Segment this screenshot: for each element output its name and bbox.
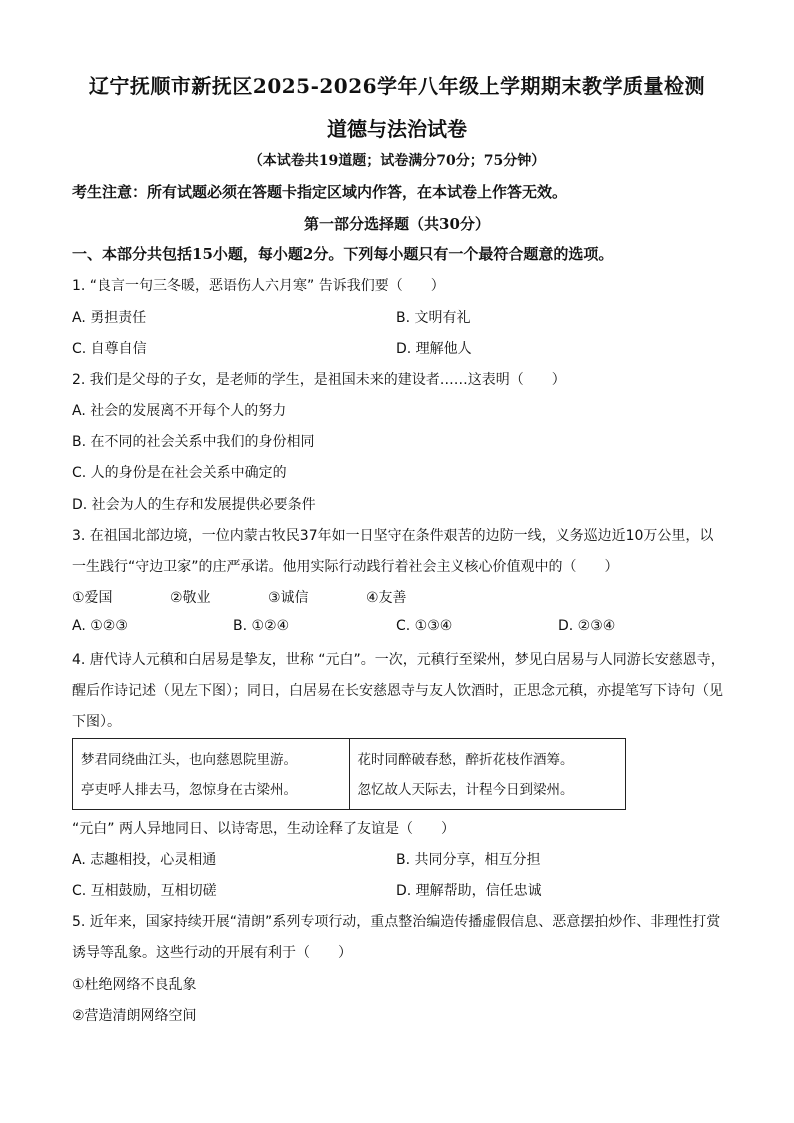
- q4-option-a: A. 志趣相投，心灵相通: [72, 852, 217, 868]
- poem-right-cell: [349, 739, 626, 809]
- q2-stem: 2. 我们是父母的子女，是老师的学生，是祖国未来的建设者……这表明（ ）: [72, 372, 566, 388]
- q3-item-3: ③诚信: [268, 590, 309, 606]
- q3-stem-line1: 3. 在祖国北部边境，一位内蒙古牧民37年如一日坚守在条件艰苦的边防一线，义务巡边近10万公里，以: [72, 528, 714, 544]
- q2-option-b: B. 在不同的社会关系中我们的身份相同: [72, 434, 315, 450]
- q3-option-b: B. ①②④: [233, 618, 290, 634]
- q3-item-1: ①爱国: [72, 590, 113, 606]
- q1-option-d: D. 理解他人: [396, 341, 472, 357]
- section-intro: 一、本部分共包括15小题，每小题2分。下列每小题只有一个最符合题意的选项。: [72, 245, 614, 263]
- q2-option-d: D. 社会为人的生存和发展提供必要条件: [72, 497, 316, 513]
- q1-option-a: A. 勇担责任: [72, 310, 147, 326]
- q2-option-c: C. 人的身份是在社会关系中确定的: [72, 465, 287, 481]
- q3-option-d: D. ②③④: [558, 618, 616, 634]
- q4-stem-line4: “元白” 两人异地同日、以诗寄思，生动诠释了友谊是（ ）: [72, 821, 455, 837]
- exam-notice: 考生注意：所有试题必须在答题卡指定区域内作答，在本试卷上作答无效。: [72, 183, 568, 201]
- q3-option-a: A. ①②③: [72, 618, 128, 634]
- poem-left-line1: 梦君同绕曲江头，也向慈恩院里游。: [81, 752, 297, 768]
- q3-stem-line2: 一生践行“守边卫家”的庄严承诺。他用实际行动践行着社会主义核心价值观中的（ ）: [72, 559, 619, 575]
- poem-right-line2: 忽忆故人天际去，计程今日到梁州。: [357, 782, 574, 798]
- q2-option-a: A. 社会的发展离不开每个人的努力: [72, 403, 287, 419]
- poem-left-cell: [73, 739, 349, 809]
- q3-option-c: C. ①③④: [396, 618, 453, 634]
- q4-stem-line1: 4. 唐代诗人元稹和白居易是挚友，世称 “元白”。一次，元稹行至梁州，梦见白居易与人同游长安慈恩寺，: [72, 652, 725, 668]
- q4-option-d: D. 理解帮助，信任忠诚: [396, 883, 542, 899]
- q1-option-c: C. 自尊自信: [72, 341, 147, 357]
- poem-right-line1: 花时同醉破春愁，醉折花枝作酒筹。: [357, 752, 574, 768]
- q5-item-2: ②营造清朗网络空间: [72, 1008, 197, 1024]
- q4-stem-line2: 醒后作诗记述（见左下图）；同日，白居易在长安慈恩寺与友人饮酒时，正思念元稹，亦提笔写下诗句（见: [72, 683, 723, 699]
- poem-left-line2: 亭吏呼人排去马，忽惊身在古梁州。: [81, 782, 297, 798]
- q5-stem-line1: 5. 近年来，国家持续开展“清朗”系列专项行动，重点整治编造传播虚假信息、恶意摆拍炒作、非理性打赏: [72, 914, 721, 930]
- exam-title: 辽宁抚顺市新抚区2025-2026学年八年级上学期期末教学质量检测: [88, 74, 706, 98]
- q4-option-b: B. 共同分享，相互分担: [396, 852, 541, 868]
- part-title: 第一部分选择题（共30分）: [304, 215, 490, 233]
- exam-subject-title: 道德与法治试卷: [327, 117, 467, 141]
- q1-stem: 1. “良言一句三冬暖，恶语伤人六月寒” 告诉我们要（ ）: [72, 278, 445, 294]
- q3-item-2: ②敬业: [170, 590, 211, 606]
- q4-option-c: C. 互相鼓励，互相切磋: [72, 883, 217, 899]
- exam-info: （本试卷共19道题；试卷满分70分；75分钟）: [248, 153, 546, 169]
- q5-item-1: ①杜绝网络不良乱象: [72, 977, 197, 993]
- q3-item-4: ④友善: [366, 590, 407, 606]
- q4-stem-line3: 下图）。: [72, 714, 121, 730]
- q5-stem-line2: 诱导等乱象。这些行动的开展有利于（ ）: [72, 945, 352, 961]
- poem-table: [72, 738, 626, 810]
- q1-option-b: B. 文明有礼: [396, 310, 471, 326]
